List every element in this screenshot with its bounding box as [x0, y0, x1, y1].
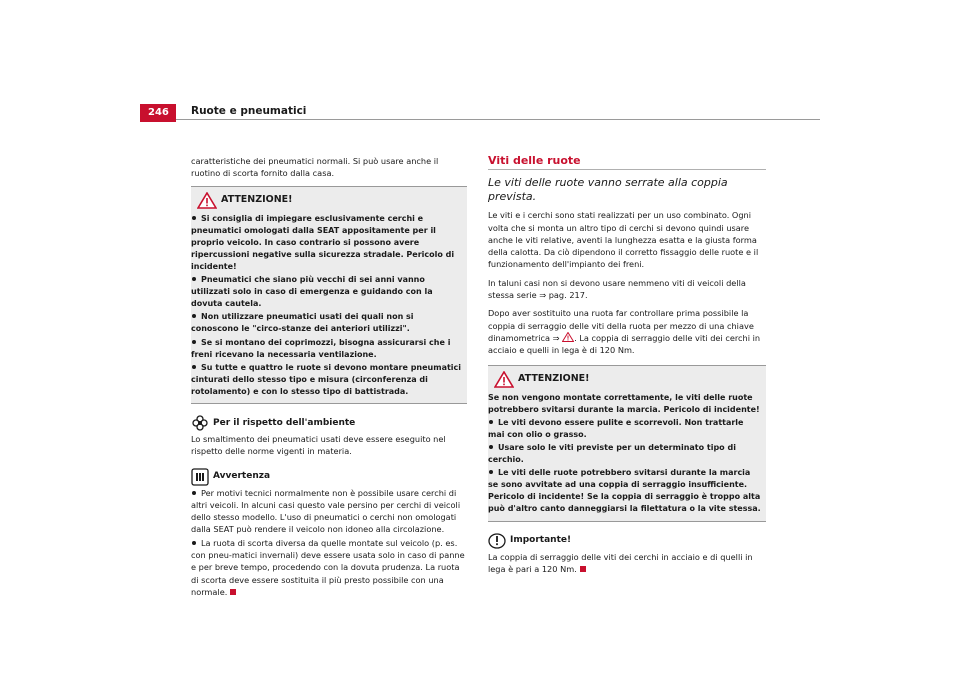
bullet-icon [192, 277, 196, 281]
left-column [191, 155, 467, 599]
warning-title: ATTENZIONE! [221, 194, 293, 206]
warning-title: ATTENZIONE! [518, 373, 590, 385]
warning-box [488, 365, 766, 522]
note-title: Avvertenza [213, 471, 271, 482]
intro-paragraph: caratteristiche dei pneumatici normali. Si può usare anche il ruotino di scorta fornito dalla casa. [191, 156, 439, 179]
end-of-section-icon [580, 566, 586, 572]
warning-triangle-icon [197, 192, 217, 209]
section-lead: Le viti delle ruote vanno serrate alla coppia prevista. [488, 176, 728, 204]
warning-item: Su tutte e quattro le ruote si devono montare pneumatici cinturati dello stesso tipo e misura (circonferenza di rotolamento) e con lo stesso tipo di battistrada. [191, 362, 462, 396]
paragraph: In taluni casi non si devono usare nemmeno viti di veicoli della stessa serie ⇒ pag. 217. [488, 277, 746, 301]
environment-header [191, 414, 467, 432]
warning-reference-icon [562, 332, 574, 342]
bullet-icon [489, 420, 493, 424]
environment-text: Lo smaltimento dei pneumatici usati deve essere eseguito nel rispetto delle norme vigenti in materia. [191, 434, 446, 457]
page-header [0, 104, 960, 122]
end-of-section-icon [230, 589, 236, 595]
bullet-icon [192, 314, 196, 318]
warning-item: Se si montano dei coprimozzi, bisogna assicurarsi che i freni ricevano la necessaria ventilazione. [191, 337, 451, 359]
bullet-icon [192, 541, 196, 545]
warning-header [191, 192, 463, 209]
important-title: Importante! [510, 535, 572, 546]
right-column [488, 155, 766, 581]
header-divider [176, 119, 820, 120]
note-header [191, 468, 467, 486]
bullet-icon [489, 470, 493, 474]
warning-item: Usare solo le viti previste per un determinato tipo di cerchio. [488, 442, 736, 465]
chapter-title: Ruote e pneumatici [191, 105, 307, 117]
note-info-icon [191, 468, 209, 486]
warning-item: Le viti devono essere pulite e scorrevoli. Non trattarle mai con olio o grasso. [488, 417, 744, 439]
note-item: La ruota di scorta diversa da quelle montate sul veicolo (p. es. con pneu-matici invernali) deve essere usata solo in caso di panne e per breve tempo, procedendo con la dovuta prudenza. La ruota di scorta deve essere sostituita il più presto possibile con una normale. [191, 537, 465, 597]
environment-title: Per il rispetto dell'ambiente [213, 417, 356, 428]
warning-item: Non utilizzare pneumatici usati dei quali non si conoscono le "circo-stanze dei anteriori utilizzi". [191, 312, 414, 334]
warning-item: Pneumatici che siano più vecchi di sei anni vanno utilizzati solo in caso di emergenza e guidando con la dovuta cautela. [191, 275, 433, 309]
flower-environment-icon [191, 414, 209, 432]
bullet-icon [192, 491, 196, 495]
important-header [488, 532, 766, 550]
bullet-icon [489, 445, 493, 449]
warning-item: Si consiglia di impiegare esclusivamente cerchi e pneumatici omologati dalla SEAT appositamente per il proprio veicolo. In caso contrario si possono avere ripercussioni negative sulla sicurezza stradale. Pericolo di incidente! [191, 213, 455, 271]
important-text: La coppia di serraggio delle viti dei cerchi in acciaio e di quelli in lega è pari a 120 Nm. [488, 551, 753, 574]
warning-intro: Se non vengono montate correttamente, le viti delle ruote potrebbero svitarsi durante la marcia. Pericolo di incidente! [488, 392, 760, 414]
bullet-icon [192, 216, 196, 220]
warning-box [191, 186, 467, 404]
paragraph: Dopo aver sostituito una ruota far controllare prima possibile la coppia di serraggio delle viti della ruota per mezzo di una chiave dinamometrica ⇒ . La coppia di serraggio delle viti dei cerchi in acciaio e quelli in lega è di 120 Nm. [488, 308, 761, 356]
warning-header [488, 371, 762, 388]
warning-item: Le viti delle ruote potrebbero svitarsi durante la marcia se sono avvitate ad una coppia di serraggio insufficiente. Pericolo di incidente! Se la coppia di serraggio è troppo alta può d'altro canto danneggiarsi la filettatura o la vite stessa. [488, 468, 761, 514]
page-number: 246 [140, 104, 176, 122]
note-item: Per motivi tecnici normalmente non è possibile usare cerchi di altri veicoli. In alcuni casi questo vale persino per cerchi di veicoli dello stesso modello. L'uso di pneumatici o cerchi non omologati dalla SEAT può rendere il veicolo non idoneo alla circolazione. [191, 487, 461, 535]
paragraph: Le viti e i cerchi sono stati realizzati per un uso combinato. Ogni volta che si monta un altro tipo di cerchi si devono quindi usare anche le viti relative, aventi la lunghezza esatta e la giusta forma della calotta. Da ciò dipendono il corretto fissaggio delle ruote e il funzionamento dell'impianto dei freni. [488, 210, 759, 270]
warning-triangle-icon [494, 371, 514, 388]
bullet-icon [192, 365, 196, 369]
bullet-icon [192, 340, 196, 344]
important-exclamation-icon [488, 532, 506, 550]
section-title: Viti delle ruote [488, 155, 766, 170]
